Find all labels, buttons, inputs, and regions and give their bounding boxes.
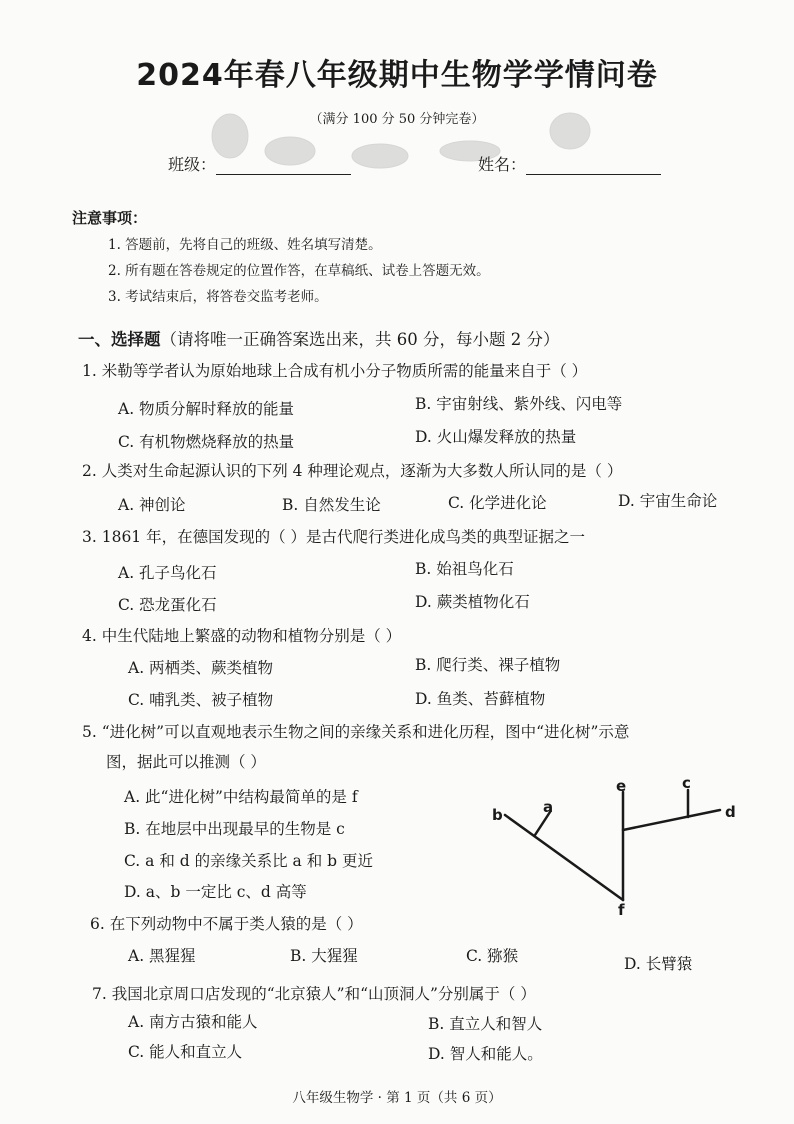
class-label: 班级： <box>168 155 217 174</box>
option: D. 宇宙生命论 <box>618 492 718 510</box>
option: B. 宇宙射线、紫外线、闪电等 <box>415 395 623 413</box>
option: A. 神创论 <box>118 496 186 514</box>
name-blank <box>526 158 661 175</box>
option: D. 鱼类、苔藓植物 <box>415 690 546 708</box>
note-item: 1. 答题前，先将自己的班级、姓名填写清楚。 <box>108 237 382 253</box>
question-stem: 6. 在下列动物中不属于类人猿的是（ ） <box>90 915 363 933</box>
option: C. a 和 d 的亲缘关系比 a 和 b 更近 <box>124 852 373 870</box>
option: D. 蕨类植物化石 <box>415 593 530 611</box>
name-label: 姓名： <box>478 155 527 174</box>
exam-subtitle: （满分 100 分 50 分钟完卷） <box>309 112 485 127</box>
question-stem: 1. 米勒等学者认为原始地球上合成有机小分子物质所需的能量来自于（ ） <box>82 362 588 380</box>
option: B. 大猩猩 <box>290 947 358 965</box>
option: A. 两栖类、蕨类植物 <box>128 659 274 677</box>
note-item: 2. 所有题在答卷规定的位置作答，在草稿纸、试卷上答题无效。 <box>108 263 490 279</box>
option: A. 此“进化树”中结构最简单的是 f <box>124 788 358 806</box>
option: A. 南方古猿和能人 <box>128 1013 258 1031</box>
tree-label-f: f <box>618 901 625 919</box>
question-stem: 2. 人类对生命起源认识的下列 4 种理论观点，逐渐为大多数人所认同的是（ ） <box>82 462 623 480</box>
tree-label-e: e <box>616 777 627 795</box>
option: B. 直立人和智人 <box>428 1015 543 1033</box>
name-field <box>478 152 661 175</box>
note-item: 3. 考试结束后，将答卷交监考老师。 <box>108 289 328 305</box>
option: C. 能人和直立人 <box>128 1043 243 1061</box>
option: A. 物质分解时释放的能量 <box>118 400 295 418</box>
option: B. 自然发生论 <box>282 496 381 514</box>
question-stem: 3. 1861 年，在德国发现的（ ）是古代爬行类进化成鸟类的典型证据之一 <box>82 528 586 546</box>
class-blank <box>216 158 351 175</box>
option: C. 有机物燃烧释放的热量 <box>118 433 295 451</box>
option: B. 爬行类、裸子植物 <box>415 656 561 674</box>
page-title: 2024年春八年级期中生物学学情问卷 <box>136 58 658 93</box>
question-stem: 4. 中生代陆地上繁盛的动物和植物分别是（ ） <box>82 627 402 645</box>
option: A. 孔子鸟化石 <box>118 564 217 582</box>
tree-label-d: d <box>725 803 736 821</box>
evolution-tree-diagram <box>480 770 750 920</box>
option: C. 猕猴 <box>466 947 519 965</box>
option: B. 在地层中出现最早的生物是 c <box>124 820 345 838</box>
section-title: 一、选择题 <box>78 330 161 349</box>
option: C. 哺乳类、被子植物 <box>128 691 274 709</box>
question-stem: 5. “进化树”可以直观地表示生物之间的亲缘关系和进化历程，图中“进化树”示意 <box>82 723 630 741</box>
class-field <box>168 152 351 175</box>
tree-label-c: c <box>682 774 691 792</box>
section-heading <box>78 326 559 350</box>
tree-label-b: b <box>492 806 503 824</box>
option: C. 化学进化论 <box>448 494 547 512</box>
option: D. 火山爆发释放的热量 <box>415 428 577 446</box>
tree-branch-b <box>505 815 623 900</box>
option: D. 长臂猿 <box>624 955 693 973</box>
option: C. 恐龙蛋化石 <box>118 596 217 614</box>
option: D. a、b 一定比 c、d 高等 <box>124 883 307 901</box>
question-stem-continued: 图，据此可以推测（ ） <box>106 753 266 771</box>
tree-branch-d <box>623 810 720 830</box>
tree-label-a: a <box>543 798 554 816</box>
option: A. 黑猩猩 <box>128 947 196 965</box>
notes-title: 注意事项： <box>72 209 148 227</box>
option: D. 智人和能人。 <box>428 1045 543 1063</box>
section-desc: （请将唯一正确答案选出来，共 60 分，每小题 2 分） <box>160 330 560 349</box>
question-stem: 7. 我国北京周口店发现的“北京猿人”和“山顶洞人”分别属于（ ） <box>92 985 536 1003</box>
option: B. 始祖鸟化石 <box>415 560 514 578</box>
page-footer: 八年级生物学 · 第 1 页（共 6 页） <box>292 1090 502 1106</box>
